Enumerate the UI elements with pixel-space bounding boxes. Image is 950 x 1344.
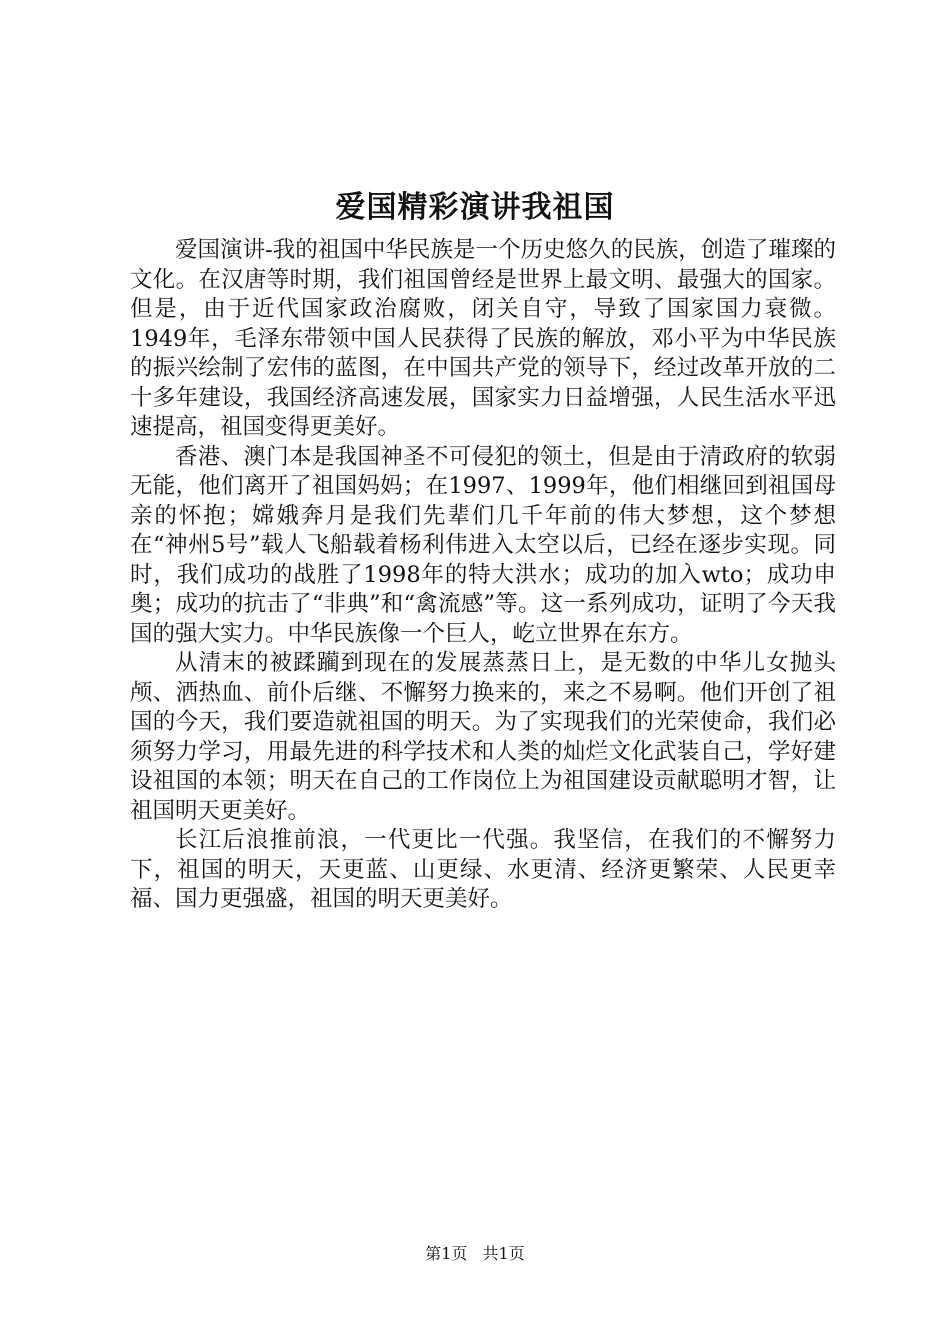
document-body xyxy=(130,236,836,915)
paragraph-3: 从清末的被蹂躏到现在的发展蒸蒸日上，是无数的中华儿女抛头颅、洒热血、前仆后继、不懈努力换来的，来之不易啊。他们开创了祖国的今天，我们要造就祖国的明天。为了实现我们的光荣使命，我们必须努力学习，用最先进的科学技术和人类的灿烂文化武装自己，学好建设祖国的本领；明天在自己的工作岗位上为祖国建设贡献聪明才智，让祖国明天更美好。 xyxy=(130,650,836,824)
document-title: 爱国精彩演讲我祖国 xyxy=(335,190,615,225)
paragraph-1: 爱国演讲-我的祖国中华民族是一个历史悠久的民族，创造了璀璨的文化。在汉唐等时期，我们祖国曾经是世界上最文明、最强大的国家。但是，由于近代国家政治腐败，闭关自守，导致了国家国力衰微。1949年，毛泽东带领中国人民获得了民族的解放，邓小平为中华民族的振兴绘制了宏伟的蓝图，在中国共产党的领导下，经过改革开放的二十多年建设，我国经济高速发展，国家实力日益增强，人民生活水平迅速提高，祖国变得更美好。 xyxy=(130,237,836,440)
page-footer xyxy=(0,1243,950,1265)
page-number-total: 共1页 xyxy=(482,1244,525,1263)
paragraph-4: 长江后浪推前浪，一代更比一代强。我坚信，在我们的不懈努力下，祖国的明天，天更蓝、山更绿、水更清、经济更繁荣、人民更幸福、国力更强盛，祖国的明天更美好。 xyxy=(130,827,836,912)
page-number-current: 第1页 xyxy=(425,1244,468,1263)
paragraph-2: 香港、澳门本是我国神圣不可侵犯的领土，但是由于清政府的软弱无能，他们离开了祖国妈妈；在1997、1999年，他们相继回到祖国母亲的怀抱；嫦娥奔月是我们先辈们几千年前的伟大梦想，这个梦想在“神州5号”载人飞船载着杨利伟进入太空以后，已经在逐步实现。同时，我们成功的战胜了1998年的特大洪水；成功的加入wto；成功申奥；成功的抗击了“非典”和“禽流感”等。这一系列成功，证明了今天我国的强大实力。中华民族像一个巨人，屹立世界在东方。 xyxy=(130,443,836,647)
